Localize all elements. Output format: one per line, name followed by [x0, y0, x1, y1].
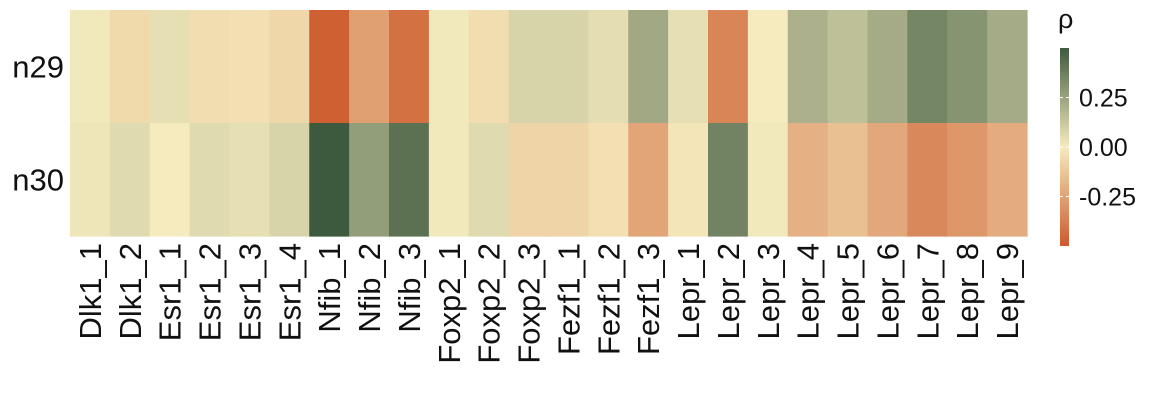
heatmap-cell-n29-Fezf1_1: [549, 10, 589, 124]
heatmap-cell-n30-Lepr_6: [868, 123, 908, 237]
column-label-Lepr_3: Lepr_3: [750, 243, 786, 340]
column-label-Foxp2_2: Foxp2_2: [471, 243, 507, 364]
heatmap-cell-n29-Dlk1_2: [110, 10, 150, 124]
heatmap-cell-n29-Esr1_1: [150, 10, 190, 124]
column-label-Lepr_9: Lepr_9: [990, 243, 1026, 340]
column-label-Esr1_4: Esr1_4: [272, 243, 308, 342]
heatmap-cell-n30-Lepr_2: [708, 123, 748, 237]
column-label-Fezf1_1: Fezf1_1: [551, 243, 587, 356]
column-label-Esr1_1: Esr1_1: [152, 243, 188, 342]
heatmap-cell-n29-Lepr_7: [907, 10, 947, 124]
heatmap-cell-n30-Esr1_3: [230, 123, 270, 237]
heatmap-cell-n29-Lepr_3: [748, 10, 788, 124]
heatmap-cell-n30-Foxp2_1: [429, 123, 469, 237]
column-label-Foxp2_1: Foxp2_1: [431, 243, 467, 364]
row-labels: [12, 50, 64, 198]
heatmap-cell-n30-Esr1_4: [269, 123, 309, 237]
legend-tick-label: 0.00: [1079, 134, 1128, 162]
heatmap-cell-n29-Foxp2_2: [469, 10, 509, 124]
heatmap-cell-n29-Lepr_1: [668, 10, 708, 124]
column-label-Nfib_2: Nfib_2: [352, 243, 388, 333]
heatmap-cell-n30-Esr1_2: [190, 123, 230, 237]
heatmap-cell-n30-Dlk1_1: [70, 123, 110, 237]
column-label-Dlk1_2: Dlk1_2: [112, 243, 148, 340]
legend-tick-label: -0.25: [1079, 183, 1136, 212]
heatmap-cell-n30-Nfib_1: [309, 123, 349, 237]
column-label-Dlk1_1: Dlk1_1: [72, 243, 108, 340]
heatmap-cell-n29-Foxp2_3: [509, 10, 549, 124]
heatmap-cell-n30-Lepr_5: [828, 123, 868, 237]
heatmap-cell-n30-Nfib_3: [389, 123, 429, 237]
heatmap-cell-n29-Lepr_2: [708, 10, 748, 124]
heatmap-cell-n30-Lepr_7: [907, 123, 947, 237]
heatmap-cell-n30-Foxp2_2: [469, 123, 509, 237]
column-label-Lepr_4: Lepr_4: [790, 243, 826, 340]
row-label-n30: n30: [12, 162, 64, 198]
column-label-Lepr_1: Lepr_1: [671, 243, 707, 340]
column-label-Fezf1_3: Fezf1_3: [631, 243, 667, 356]
heatmap-cell-n30-Lepr_3: [748, 123, 788, 237]
heatmap-cell-n30-Dlk1_2: [110, 123, 150, 237]
heatmap-cell-n30-Fezf1_2: [588, 123, 628, 237]
column-label-Fezf1_2: Fezf1_2: [591, 243, 627, 356]
heatmap-cell-n29-Fezf1_2: [588, 10, 628, 124]
heatmap-cell-n29-Lepr_6: [868, 10, 908, 124]
heatmap-cell-n29-Esr1_2: [190, 10, 230, 124]
heatmap-cell-n29-Esr1_3: [230, 10, 270, 124]
heatmap-cell-n29-Lepr_8: [947, 10, 987, 124]
row-label-n29: n29: [12, 49, 64, 85]
heatmap-cell-n30-Esr1_1: [150, 123, 190, 237]
legend-tick-label: 0.25: [1079, 84, 1128, 113]
heatmap-cell-n30-Foxp2_3: [509, 123, 549, 237]
color-legend: [1058, 4, 1136, 246]
column-labels: [73, 243, 1025, 364]
heatmap-cell-n29-Nfib_2: [349, 10, 389, 124]
column-label-Lepr_8: Lepr_8: [950, 243, 986, 340]
column-label-Nfib_1: Nfib_1: [312, 243, 348, 333]
heatmap-cells: [70, 10, 1028, 237]
legend-title: ρ: [1058, 4, 1074, 34]
heatmap-cell-n30-Lepr_8: [947, 123, 987, 237]
heatmap-cell-n30-Lepr_4: [788, 123, 828, 237]
heatmap-cell-n30-Lepr_1: [668, 123, 708, 237]
heatmap-cell-n29-Lepr_4: [788, 10, 828, 124]
column-label-Lepr_7: Lepr_7: [910, 243, 946, 340]
heatmap-cell-n29-Dlk1_1: [70, 10, 110, 124]
column-label-Foxp2_3: Foxp2_3: [511, 243, 547, 364]
heatmap-cell-n30-Lepr_9: [987, 123, 1027, 237]
heatmap-cell-n29-Nfib_1: [309, 10, 349, 124]
heatmap-cell-n29-Nfib_3: [389, 10, 429, 124]
column-label-Lepr_5: Lepr_5: [830, 243, 866, 340]
heatmap-cell-n30-Fezf1_3: [628, 123, 668, 237]
column-label-Esr1_3: Esr1_3: [232, 243, 268, 342]
column-label-Esr1_2: Esr1_2: [192, 243, 228, 342]
heatmap-cell-n29-Esr1_4: [269, 10, 309, 124]
heatmap-cell-n29-Lepr_5: [828, 10, 868, 124]
column-label-Lepr_2: Lepr_2: [710, 243, 746, 340]
column-label-Lepr_6: Lepr_6: [870, 243, 906, 340]
heatmap-cell-n29-Foxp2_1: [429, 10, 469, 124]
heatmap-cell-n30-Fezf1_1: [549, 123, 589, 237]
heatmap-cell-n29-Fezf1_3: [628, 10, 668, 124]
heatmap-cell-n30-Nfib_2: [349, 123, 389, 237]
column-label-Nfib_3: Nfib_3: [391, 243, 427, 333]
heatmap-cell-n29-Lepr_9: [987, 10, 1027, 124]
